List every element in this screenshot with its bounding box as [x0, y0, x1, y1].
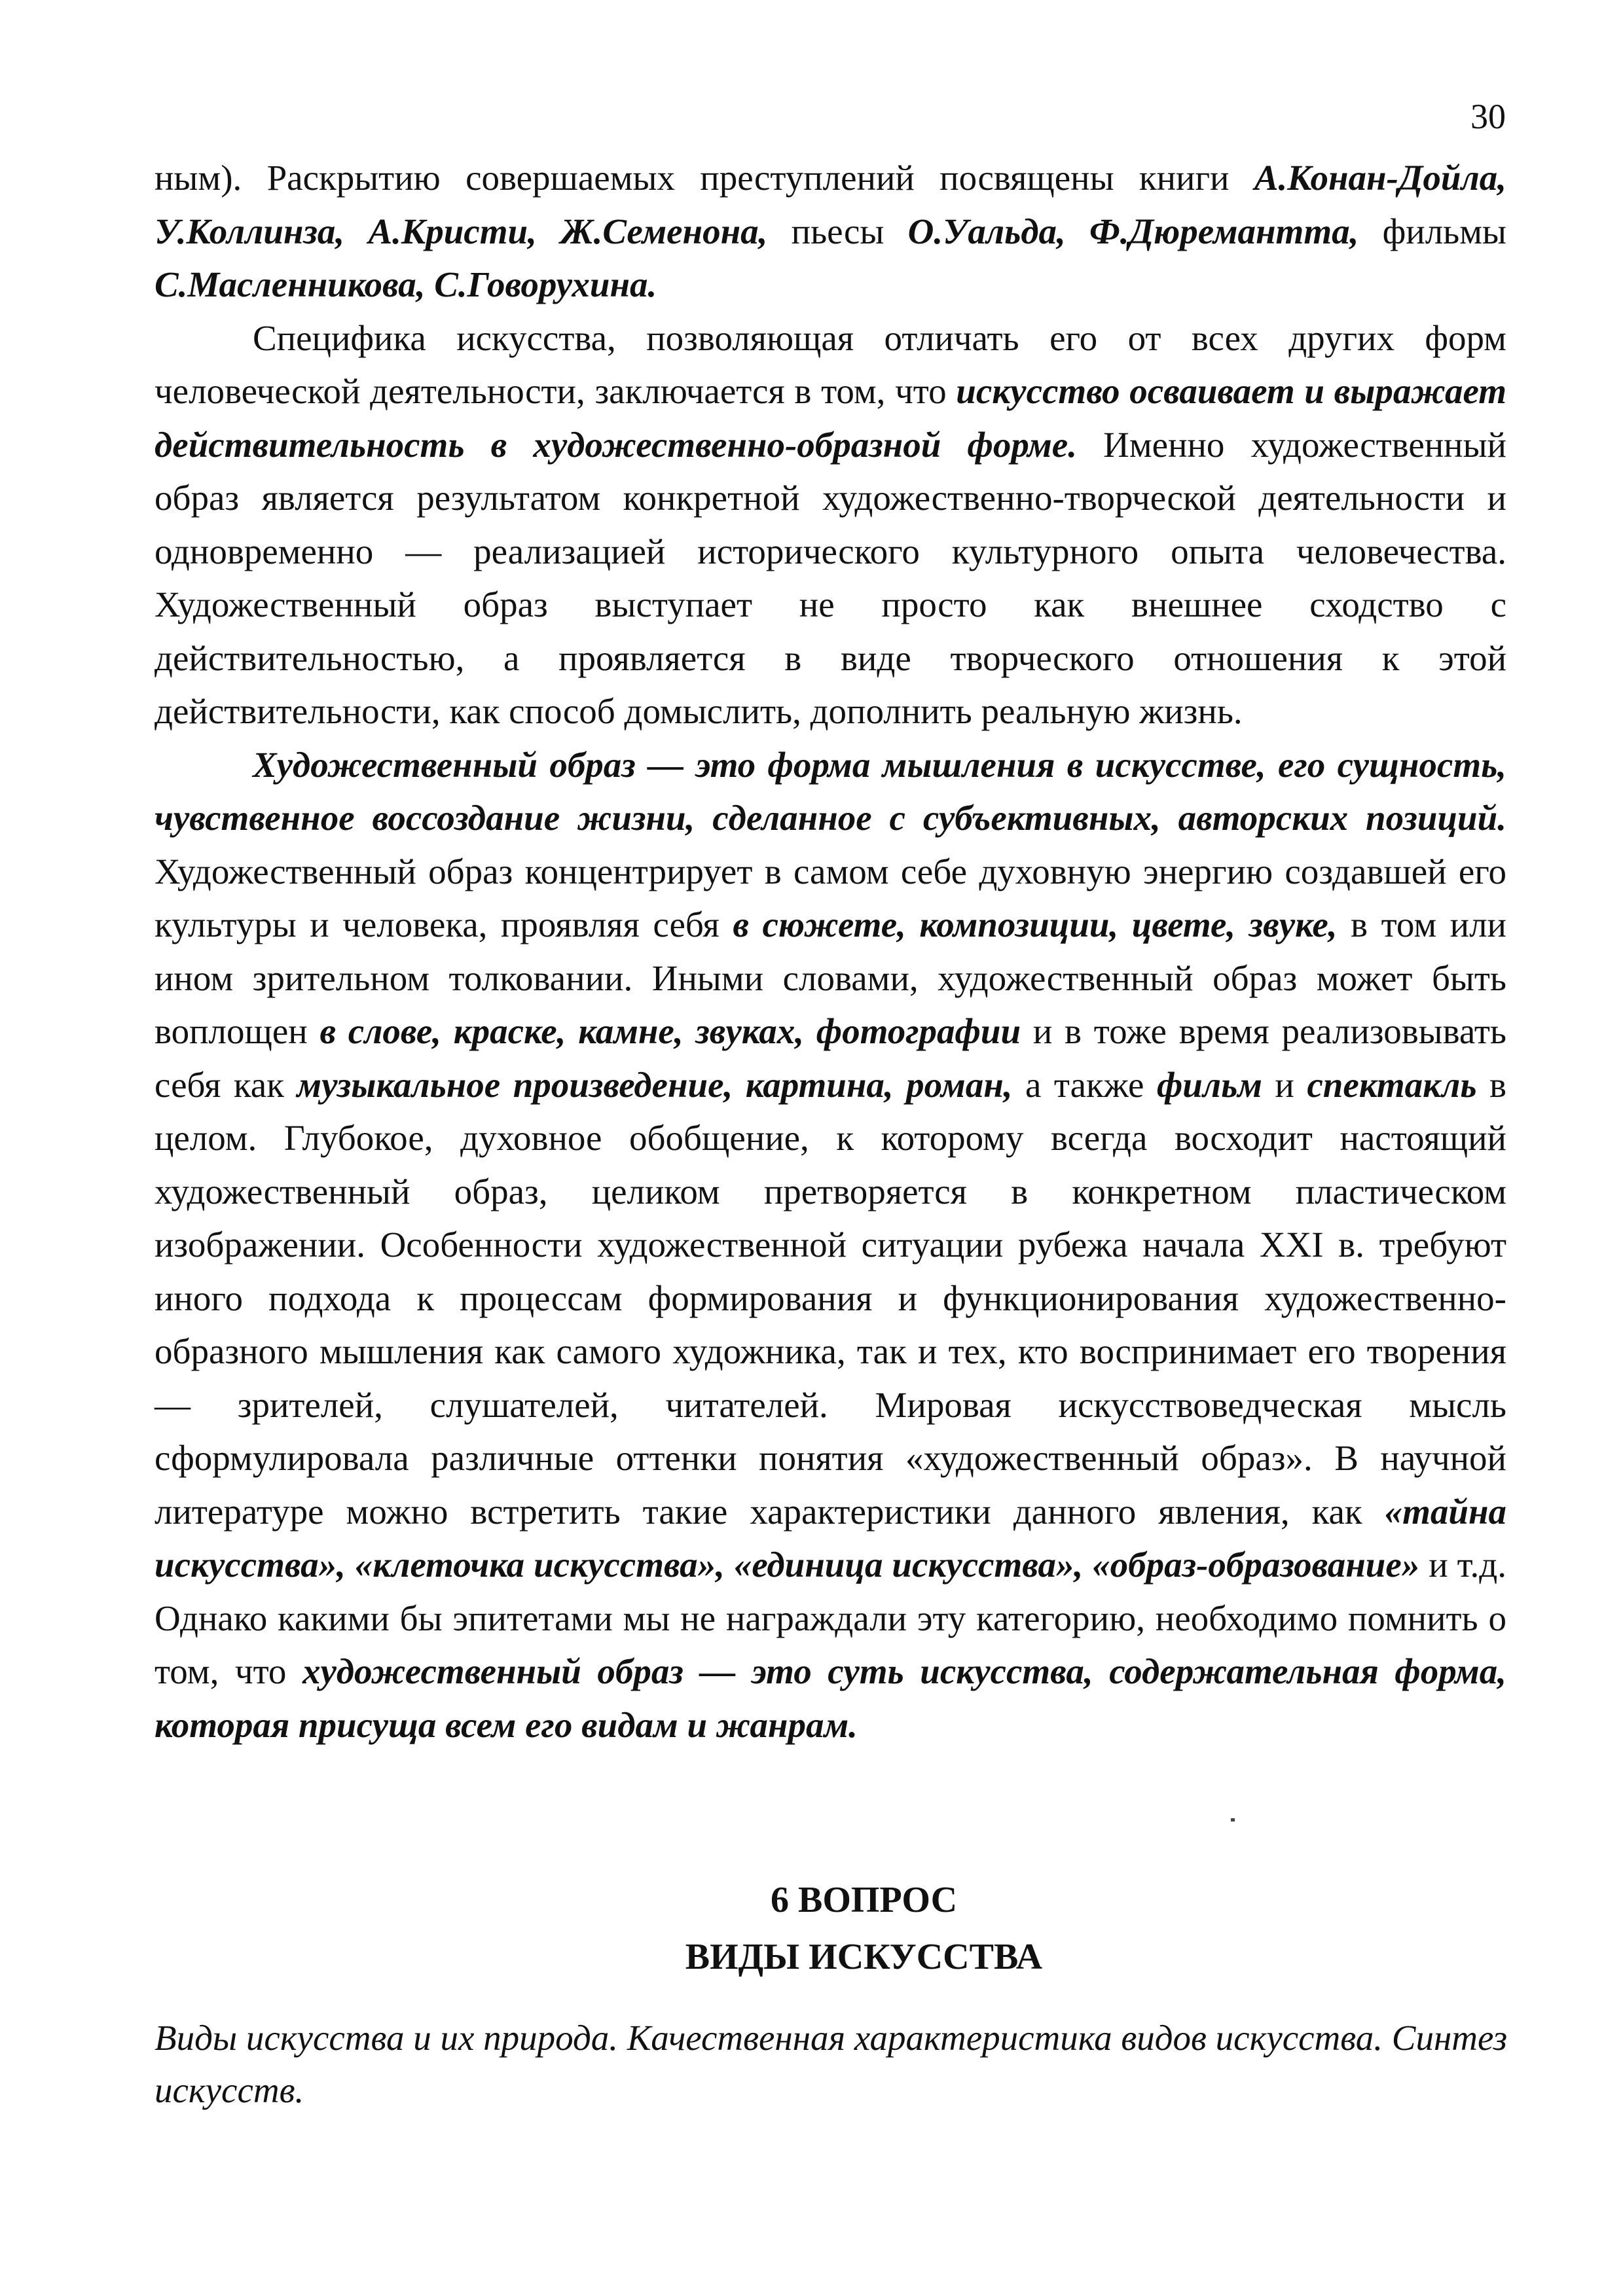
text-span: и — [1262, 1064, 1307, 1105]
text-span: в том или ином зрительном толковании. Иными словами, художественный образ может быть воплощен — [155, 905, 1506, 1051]
emphasis-list: в сюжете, композиции, цвете, звуке, — [733, 905, 1338, 944]
emphasis-definition: искусство осваивает и выражает действительность в художественно-образной форме. — [155, 371, 1506, 465]
emphasis-definition: Художественный образ — это форма мышления в искусстве, его сущность, чувственное воссоздание жизни, сделанное с субъективных, авторских позиций. — [155, 744, 1506, 838]
body-text — [155, 151, 1506, 1751]
emphasis-word: спектакль — [1307, 1064, 1477, 1105]
text-span: а также — [1012, 1064, 1157, 1105]
section-title: ВИДЫ ИСКУССТВА — [685, 1937, 1043, 1977]
emphasis-list: в слове, краске, камне, звуках, фотографии — [319, 1011, 1021, 1051]
emphasis-authors: А.Конан-Дойла, У.Коллинза, А.Кристи, Ж.Семенона, — [155, 158, 1506, 251]
emphasis-word: фильм — [1156, 1064, 1262, 1105]
stray-mark — [1231, 1818, 1235, 1821]
paragraph-2 — [155, 312, 1506, 738]
text-span: ным). Раскрытию совершаемых преступлений посвящены книги — [155, 158, 1254, 198]
emphasis-list: «тайна искусства», «клеточка искусства», «единица искусства», «образ-образование» — [155, 1491, 1506, 1585]
text-span: фильмы — [1359, 211, 1506, 251]
text-span: и в тоже время реализовывать себя как — [155, 1011, 1506, 1105]
emphasis-conclusion: художественный образ — это суть искусства, содержательная форма, которая присуща всем его видам и жанрам. — [155, 1651, 1506, 1745]
text-span: пьесы — [767, 211, 908, 251]
emphasis-directors: С.Масленникова, С.Говорухина. — [155, 264, 657, 304]
emphasis-playwrights: О.Уальда, Ф.Дюремантта, — [907, 211, 1359, 251]
paragraph-3 — [155, 738, 1506, 1752]
section-number: 6 ВОПРОС — [770, 1880, 958, 1920]
page-number: 30 — [1470, 97, 1506, 136]
paragraph-1 — [155, 151, 1506, 312]
text-span: и т.д. Однако какими бы эпитетами мы не награждали эту категорию, необходимо помнить о том, что — [155, 1545, 1506, 1691]
text-span: в целом. Глубокое, духовное обобщение, к которому всегда восходит настоящий художественный образ, целиком претворяется в конкретном пластическом изображении. Особенности художественной ситуации рубежа начала XXI в. требуют иного подхода к процессам формирования и функционирования художественно-образного мышления как самого художника, так и тех, кто воспринимает его творения — зрителей, слушателей, читателей. Мировая искусствоведческая мысль сформулировала различные оттенки понятия «художественный образ». В научной литературе можно встретить такие характеристики данного явления, как — [155, 1064, 1506, 1532]
text-span: Именно художественный образ является результатом конкретной художественно-творческой деятельности и одновременно — реализацией исторического культурного опыта человечества. Художественный образ выступает не просто как внешнее сходство с действительностью, а проявляется в виде творческого отношения к этой действительности, как способ домыслить, дополнить реальную жизнь. — [155, 424, 1506, 731]
text-span: Художественный образ концентрирует в самом себе духовную энергию создавшей его культуры и человека, проявляя себя — [155, 851, 1506, 944]
emphasis-list: музыкальное произведение, картина, роман, — [297, 1064, 1013, 1105]
section-subtitle: Виды искусства и их природа. Качественная характеристика видов искусства. Синтез искусств. — [155, 2018, 1508, 2110]
text-span: Специфика искусства, позволяющая отличать его от всех других форм человеческой деятельности, заключается в том, что — [155, 317, 1506, 411]
